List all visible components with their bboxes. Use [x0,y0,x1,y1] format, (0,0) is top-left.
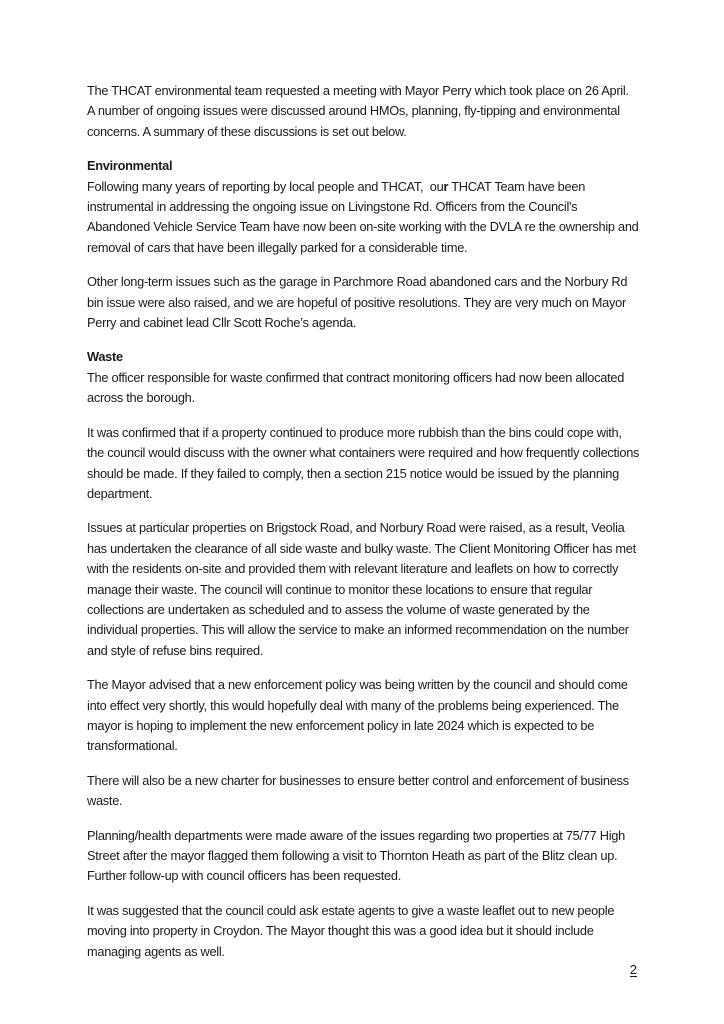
text-run: The Mayor advised that a new enforcement policy was being written by the council and should come into effect very shortly, this would hopefully deal with many of the problems being experienced. The mayor is hoping to implement the new enforcement policy in late 2024 which is expected to be transformational. [87,677,632,754]
text-run: Environmental [87,158,173,174]
text-run: It was confirmed that if a property continued to produce more rubbish than the bins could cope with, the council would discuss with the owner what containers were required and how frequently collections should be made. If they failed to comply, then a section 215 notice would be issued by the planning department. [87,424,643,501]
section-heading [87,156,641,176]
text-run: It was suggested that the council could ask estate agents to give a waste leaflet out to new people moving into property in Croydon. The Mayor thought this was a good idea but it should include managing agents as well. [87,902,618,959]
section-heading [87,347,641,367]
paragraph [87,177,641,259]
paragraph [87,901,641,962]
paragraph [87,272,641,333]
text-run: Following many years of reporting by local people and THCAT, ou [87,178,444,194]
text-run: Waste [87,349,123,365]
paragraph [87,518,641,661]
page-number: 2 [629,962,637,977]
paragraph [87,826,641,887]
paragraph [87,368,641,409]
text-run: Other long-term issues such as the garage in Parchmore Road abandoned cars and the Norbury Rd bin issue were also raised, and we are hopeful of positive resolutions. They are very much on Mayor Perry and cabinet lead Cllr Scott Roche’s agenda. [87,274,631,331]
text-run: The THCAT environmental team requested a meeting with Mayor Perry which took place on 26 April. A number of ongoing issues were discussed around HMOs, planning, fly-tipping and environmental concerns. A summary of these discussions is set out below. [87,83,635,139]
paragraph [87,81,641,142]
text-run: Planning/health departments were made aware of the issues regarding two properties at 75/77 High Street after the mayor flagged them following a visit to Thornton Heath as part of the Blitz clean up. Further follow-up with council officers has been requested. [87,827,629,884]
paragraph [87,675,641,757]
paragraph [87,771,641,812]
document-body [87,81,641,976]
text-run: r [443,178,449,194]
text-run: The officer responsible for waste confirmed that contract monitoring officers had now been allocated across the borough. [87,369,628,406]
paragraph [87,423,641,505]
text-run: There will also be a new charter for businesses to ensure better control and enforcement of business waste. [87,772,633,809]
text-run: Issues at particular properties on Brigstock Road, and Norbury Road were raised, as a result, Veolia has undertaken the clearance of all side waste and bulky waste. The Client Monitoring Officer has met with the residents on-site and provided them with relevant literature and leaflets on how to correctly manage their waste. The council will continue to monitor these locations to ensure that regular collections are undertaken as scheduled and to assess the volume of waste generated by the individual properties. This will allow the service to make an informed recommendation on the number and style of refuse bins required. [87,520,640,658]
text-run: THCAT Team have been instrumental in addressing the ongoing issue on Livingstone Rd. Officers from the Council's Abandoned Vehicle Service Team have now been on-site working with the DVLA re the ownership and removal of cars that have been illegally parked for a considerable time. [87,178,642,255]
